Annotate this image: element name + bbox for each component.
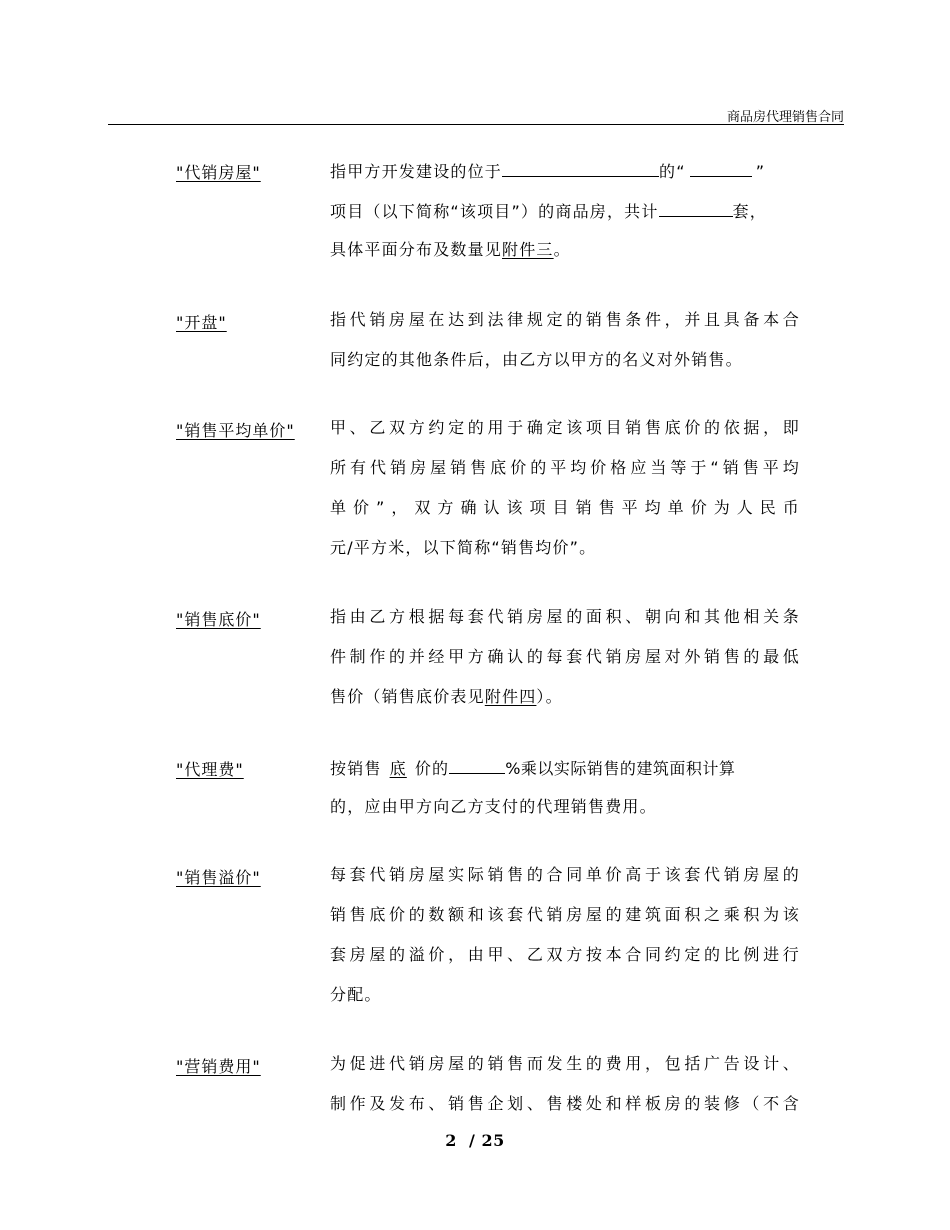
- definition-line: 件制作的并经甲方确认的每套代销房屋对外销售的最低: [330, 647, 800, 666]
- term-dai-xiao-fang-wu: "代销房屋": [176, 163, 261, 182]
- definition-line: 制作及发布、销售企划、售楼处和样板房的装修（不含: [330, 1094, 800, 1113]
- page-number: 2 / 25: [445, 1131, 505, 1150]
- definition-line: 为促进代销房屋的销售而发生的费用，包括广告设计、: [330, 1054, 800, 1073]
- term-xiao-shou-yi-jia: "销售溢价": [176, 868, 261, 887]
- definition-line: 售价（销售底价表见附件四）。: [330, 687, 563, 706]
- definition-ying-xiao-fei-yong: [330, 1054, 800, 1134]
- definition-line: 甲、乙双方约定的用于确定该项目销售底价的依据，即: [330, 418, 800, 437]
- definition-line: 按销售 底 价的 %乘以实际销售的建筑面积计算: [330, 759, 736, 778]
- term-kai-pan: "开盘": [176, 313, 227, 332]
- document-header-title: 商品房代理销售合同: [726, 110, 844, 125]
- definition-line: 每套代销房屋实际销售的合同单价高于该套代销房屋的: [330, 865, 800, 884]
- blank-project-name: [690, 160, 752, 177]
- definition-line: 元/平方米，以下简称“销售均价”。: [330, 538, 597, 557]
- blank-location: [502, 160, 659, 177]
- header-rule: [108, 124, 844, 125]
- term-dai-li-fei: "代理费": [176, 760, 244, 779]
- definition-line: 套房屋的溢价，由甲、乙双方按本合同约定的比例进行: [330, 945, 800, 964]
- definition-line: 指甲方开发建设的位于 的“ ”: [330, 162, 766, 181]
- blank-percentage: [449, 757, 505, 774]
- definition-line: 单价”，双方确认该项目销售平均单价为人民币: [330, 498, 800, 517]
- definition-kai-pan: [330, 310, 800, 390]
- basis-price-underline: 底: [389, 759, 407, 778]
- definition-line: 所有代销房屋销售底价的平均价格应当等于“销售平均: [330, 458, 800, 477]
- term-ying-xiao-fei-yong: "营销费用": [176, 1057, 261, 1076]
- definition-line: 同约定的其他条件后，由乙方以甲方的名义对外销售。: [330, 350, 743, 369]
- term-xiao-shou-ping-jun-dan-jia: "销售平均单价": [176, 421, 295, 440]
- definition-line: 的，应由甲方向乙方支付的代理销售费用。: [330, 797, 657, 816]
- term-xiao-shou-di-jia: "销售底价": [176, 610, 261, 629]
- definition-line: 分配。: [330, 985, 382, 1004]
- definition-line: 销售底价的数额和该套代销房屋的建筑面积之乘积为该: [330, 905, 800, 924]
- definition-xiao-shou-di-jia: [330, 607, 800, 727]
- definition-dai-li-fei: [330, 757, 800, 837]
- definition-xiao-shou-ping-jun-dan-jia: [330, 418, 800, 578]
- attachment-4-ref: 附件四: [484, 687, 537, 706]
- definition-line: 具体平面分布及数量见附件三。: [330, 240, 571, 259]
- blank-unit-count: [659, 200, 733, 217]
- definition-xiao-shou-yi-jia: [330, 865, 800, 1025]
- attachment-3-ref: 附件三: [502, 240, 554, 259]
- definition-line: 项目（以下简称“该项目”）的商品房，共计 套，: [330, 202, 767, 221]
- definition-line: 指由乙方根据每套代销房屋的面积、朝向和其他相关条: [330, 607, 800, 626]
- definition-dai-xiao-fang-wu: [330, 160, 800, 280]
- definition-line: 指代销房屋在达到法律规定的销售条件，并且具备本合: [330, 310, 800, 329]
